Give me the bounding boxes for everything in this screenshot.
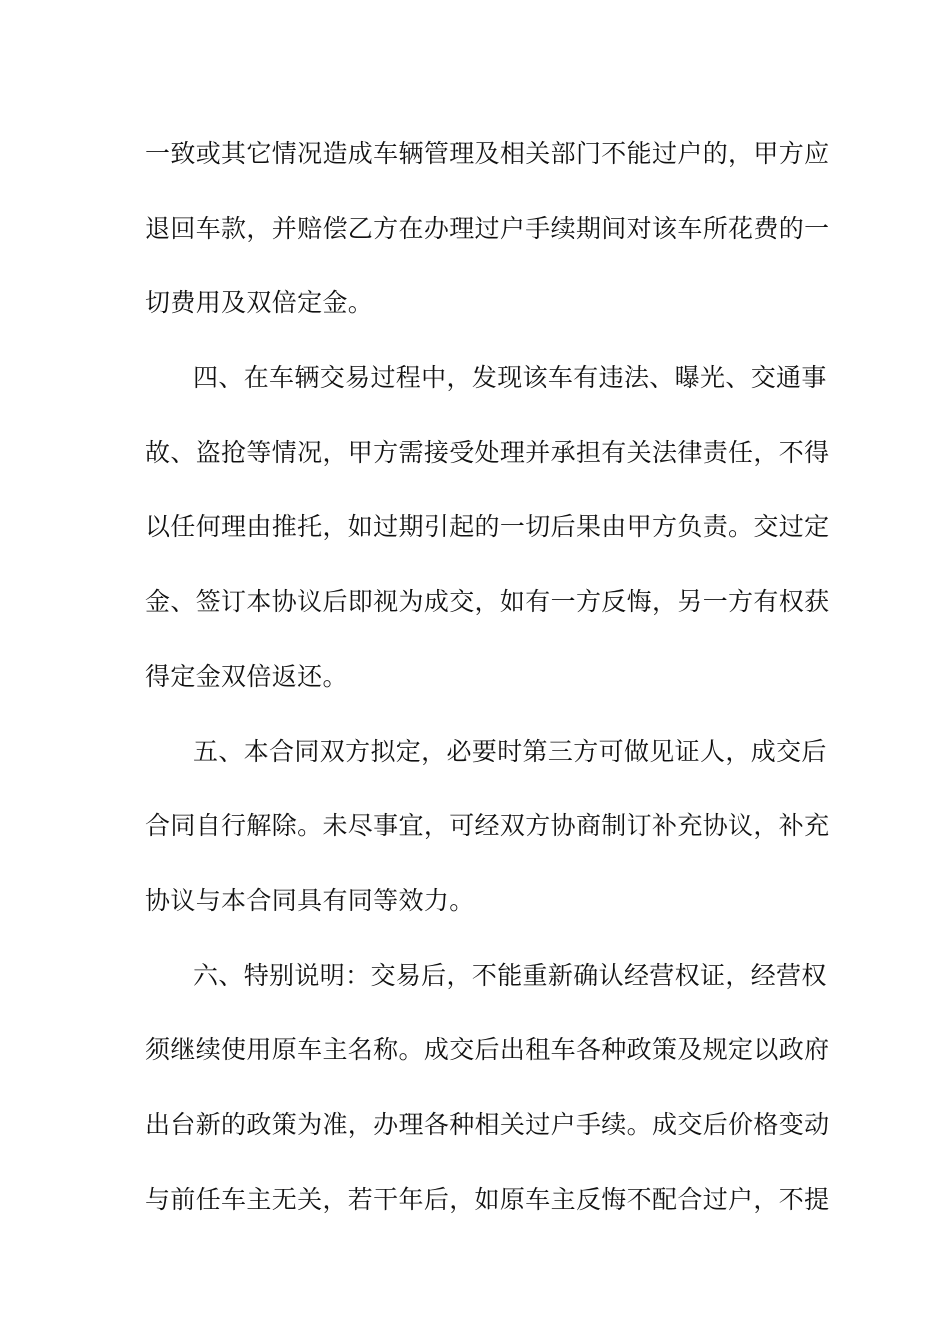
text-line: 以任何理由推托，如过期引起的一切后果由甲方负责。交过定 bbox=[145, 512, 830, 542]
text-line: 得定金双倍返还。 bbox=[145, 661, 348, 691]
clause-5-start: 五、本合同双方拟定，必要时第三方可做见证人，成交后 bbox=[193, 736, 827, 766]
text-line: 与前任车主无关，若干年后，如原车主反悔不配合过户，不提 bbox=[145, 1184, 830, 1214]
text-line: 一致或其它情况造成车辆管理及相关部门不能过户的，甲方应 bbox=[145, 139, 830, 168]
text-line: 退回车款，并赔偿乙方在办理过户手续期间对该车所花费的一 bbox=[145, 213, 830, 243]
text-line: 切费用及双倍定金。 bbox=[145, 288, 374, 318]
clause-6-start: 六、特别说明：交易后，不能重新确认经营权证，经营权 bbox=[193, 960, 827, 990]
text-line: 合同自行解除。未尽事宜，可经双方协商制订补充协议，补充 bbox=[145, 811, 830, 841]
text-line: 协议与本合同具有同等效力。 bbox=[145, 885, 475, 915]
clause-4-start: 四、在车辆交易过程中，发现该车有违法、曝光、交通事 bbox=[193, 363, 827, 393]
text-line: 故、盗抢等情况，甲方需接受处理并承担有关法律责任，不得 bbox=[145, 437, 830, 467]
contract-text bbox=[145, 129, 830, 1249]
text-line: 须继续使用原车主名称。成交后出租车各种政策及规定以政府 bbox=[145, 1035, 830, 1065]
text-line: 出台新的政策为准，办理各种相关过户手续。成交后价格变动 bbox=[145, 1109, 830, 1139]
text-line: 金、签订本协议后即视为成交，如有一方反悔，另一方有权获 bbox=[145, 587, 830, 617]
